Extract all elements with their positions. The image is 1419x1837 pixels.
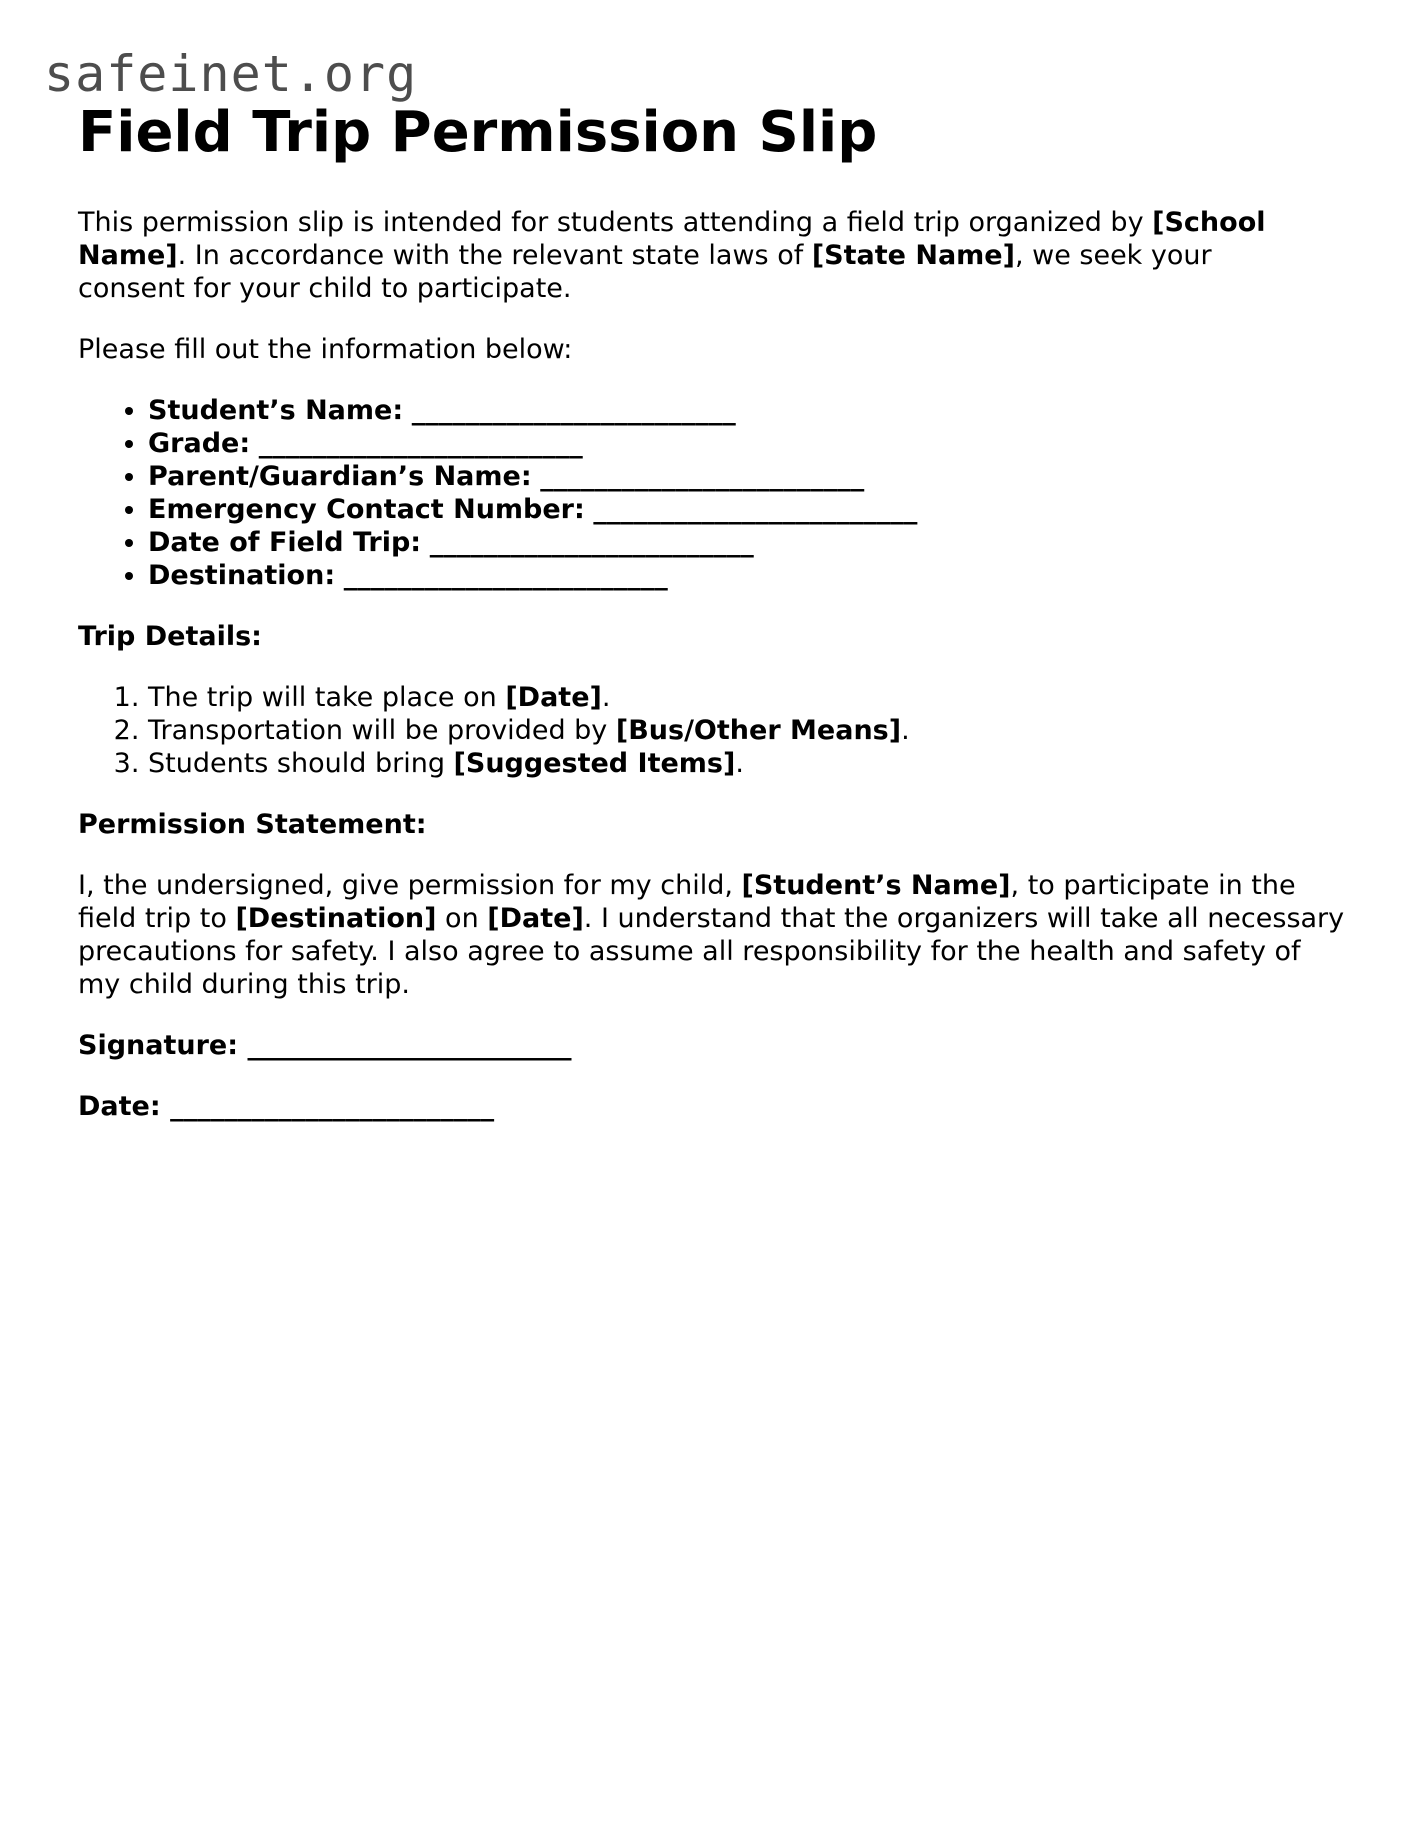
field-label: Parent/Guardian’s Name: bbox=[148, 461, 532, 492]
blank-line[interactable]: ________________________ bbox=[540, 461, 865, 492]
statement-text: . I understand that the organizers will take all necessary precautions for safety. I also agree to assume all responsibility for the health and safety of my child during this trip. bbox=[78, 903, 1345, 1000]
field-label: Date of Field Trip: bbox=[148, 527, 422, 558]
trip-date-placeholder: [Date] bbox=[505, 682, 602, 713]
signature-blank[interactable]: ________________________ bbox=[247, 1030, 572, 1061]
intro-paragraph bbox=[78, 206, 1318, 305]
statement-text: on bbox=[436, 903, 488, 934]
info-fields-list bbox=[78, 394, 1348, 592]
field-emergency-contact bbox=[148, 493, 1348, 526]
intro-text-1: This permission slip is intended for students attending a field trip organized by bbox=[78, 207, 1153, 238]
intro-text-2: . In accordance with the relevant state laws of bbox=[177, 240, 812, 271]
trip-details-heading: Trip Details: bbox=[78, 621, 262, 652]
permission-statement bbox=[78, 869, 1348, 1001]
permission-heading: Permission Statement: bbox=[78, 809, 427, 840]
school-name-placeholder: [School Name] bbox=[78, 207, 1266, 271]
trip-detail-end: . bbox=[901, 715, 910, 746]
signature-label: Signature: bbox=[78, 1030, 239, 1061]
items-placeholder: [Suggested Items] bbox=[453, 748, 736, 779]
field-label: Destination: bbox=[148, 560, 336, 591]
date-label: Date: bbox=[78, 1091, 161, 1122]
blank-line[interactable]: ________________________ bbox=[258, 428, 583, 459]
blank-line[interactable]: ________________________ bbox=[429, 527, 754, 558]
fill-prompt: Please fill out the information below: bbox=[78, 334, 573, 365]
trip-detail-end: . bbox=[735, 748, 744, 779]
field-student-name bbox=[148, 394, 1348, 427]
intro-text-3: , we seek your consent for your child to participate. bbox=[78, 240, 1212, 304]
trip-detail-text: The trip will take place on bbox=[148, 682, 506, 713]
field-label: Student’s Name: bbox=[148, 395, 404, 426]
destination-placeholder: [Destination] bbox=[235, 903, 437, 934]
field-destination bbox=[148, 559, 1348, 592]
trip-details-list bbox=[78, 681, 1348, 780]
blank-line[interactable]: ________________________ bbox=[343, 560, 668, 591]
date-blank[interactable]: ________________________ bbox=[170, 1091, 495, 1122]
student-name-placeholder: [Student’s Name] bbox=[741, 870, 1011, 901]
statement-text: , to participate in the field trip to bbox=[78, 870, 1296, 934]
trip-detail-text: Students should bring bbox=[148, 748, 454, 779]
date-placeholder: [Date] bbox=[487, 903, 584, 934]
field-grade bbox=[148, 427, 1348, 460]
page-title: Field Trip Permission Slip bbox=[78, 100, 878, 165]
field-label: Grade: bbox=[148, 428, 251, 459]
blank-line[interactable]: ________________________ bbox=[411, 395, 736, 426]
date-line bbox=[78, 1090, 1348, 1123]
trip-detail-item bbox=[148, 714, 1348, 747]
trip-detail-text: Transportation will be provided by bbox=[148, 715, 616, 746]
statement-text: I, the undersigned, give permission for my child, bbox=[78, 870, 742, 901]
transport-placeholder: [Bus/Other Means] bbox=[615, 715, 902, 746]
trip-detail-item bbox=[148, 747, 1348, 780]
blank-line[interactable]: ________________________ bbox=[593, 494, 918, 525]
document-page bbox=[78, 98, 1348, 1123]
field-trip-date bbox=[148, 526, 1348, 559]
signature-line bbox=[78, 1029, 1348, 1062]
trip-detail-end: . bbox=[601, 682, 611, 713]
field-guardian-name bbox=[148, 460, 1348, 493]
field-label: Emergency Contact Number: bbox=[148, 494, 585, 525]
watermark: safeinet.org bbox=[44, 45, 418, 103]
state-name-placeholder: [State Name] bbox=[811, 240, 1015, 271]
trip-detail-item bbox=[148, 681, 1348, 714]
